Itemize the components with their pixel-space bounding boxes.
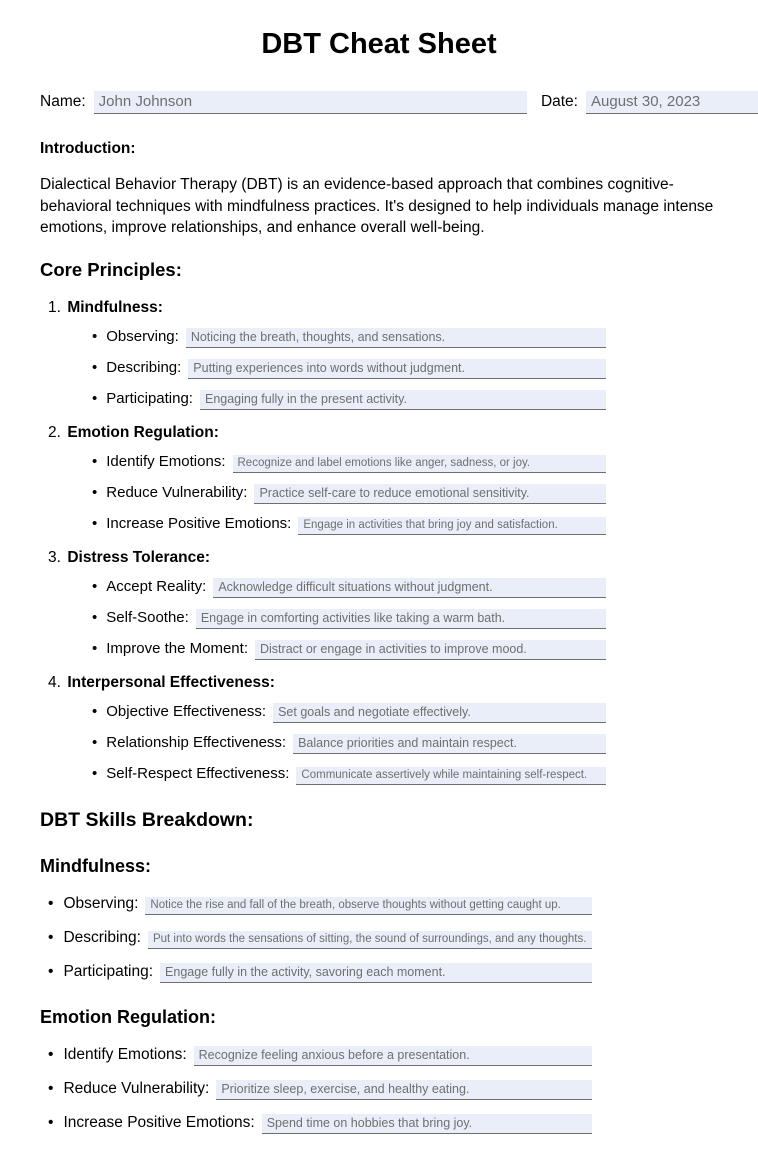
principle-title: Emotion Regulation: — [67, 424, 219, 442]
principle-item-emotion-regulation — [40, 424, 718, 535]
principle-item-distress-tolerance — [40, 549, 718, 660]
skill-label: • Accept Reality: — [106, 578, 207, 596]
skill-answer-input[interactable] — [196, 609, 606, 629]
skill-label: • Observing: — [63, 895, 139, 913]
skill-answer-input[interactable] — [273, 703, 606, 723]
principle-title-row — [40, 299, 718, 317]
skill-answer-input[interactable] — [145, 897, 592, 915]
introduction-heading: Introduction: — [40, 140, 136, 157]
principle-number: 3. — [48, 549, 61, 567]
skill-label: • Reduce Vulnerability: — [63, 1080, 210, 1098]
date-label: Date: — [540, 93, 578, 110]
principle-sublist — [40, 578, 606, 660]
principle-title-row — [40, 674, 718, 692]
skill-label: • Objective Effectiveness: — [106, 703, 267, 721]
skills-section-heading-emotion-regulation: Emotion Regulation: — [40, 1007, 216, 1028]
introduction-paragraph: Dialectical Behavior Therapy (DBT) is an evidence-based approach that combines cognitive-behavioral techniques with mindfulness practices. It's designed to help individuals manage intense emotions, improve relationships, and enhance overall well-being. — [40, 176, 714, 237]
skills-list-emotion-regulation — [40, 1046, 592, 1134]
skill-label: • Describing: — [106, 359, 182, 377]
principle-title: Mindfulness: — [67, 299, 163, 317]
name-label: Name: — [40, 93, 86, 110]
skill-answer-input[interactable] — [293, 734, 606, 754]
skill-row — [48, 895, 592, 915]
skill-answer-input[interactable] — [298, 517, 606, 535]
skill-label: • Improve the Moment: — [106, 640, 248, 658]
skill-row — [92, 640, 606, 660]
skill-label: • Participating: — [106, 390, 193, 408]
principle-number: 1. — [48, 299, 61, 317]
skill-row — [92, 484, 606, 504]
skill-answer-input[interactable] — [255, 640, 606, 660]
core-principles-heading: Core Principles: — [40, 259, 182, 281]
principle-sublist — [40, 328, 606, 410]
skill-row — [92, 453, 606, 473]
skill-row — [92, 359, 606, 379]
principle-item-mindfulness — [40, 299, 718, 410]
skill-label: • Increase Positive Emotions: — [106, 515, 292, 533]
skill-row — [92, 765, 606, 785]
skill-row — [92, 328, 606, 348]
skills-section-heading-mindfulness: Mindfulness: — [40, 856, 151, 877]
principle-item-interpersonal-effectiveness — [40, 674, 718, 785]
skill-answer-input[interactable] — [200, 390, 606, 410]
skill-answer-input[interactable] — [188, 359, 606, 379]
skill-row — [48, 1080, 592, 1100]
skill-answer-input[interactable] — [296, 767, 606, 785]
skill-answer-input[interactable] — [194, 1046, 592, 1066]
skill-row — [92, 734, 606, 754]
skill-row — [48, 1114, 592, 1134]
page-title: DBT Cheat Sheet — [261, 28, 497, 60]
skill-label: • Identify Emotions: — [106, 453, 226, 471]
skill-label: • Increase Positive Emotions: — [63, 1114, 255, 1132]
skill-row — [92, 703, 606, 723]
principle-title: Distress Tolerance: — [67, 549, 211, 567]
skill-answer-input[interactable] — [262, 1114, 592, 1134]
principle-title-row — [40, 424, 718, 442]
skill-label: • Self-Soothe: — [106, 609, 189, 627]
principle-title-row — [40, 549, 718, 567]
principle-number: 2. — [48, 424, 61, 442]
skill-row — [48, 963, 592, 983]
skill-label: • Participating: — [63, 963, 154, 981]
skill-answer-input[interactable] — [148, 931, 592, 949]
skill-label: • Describing: — [63, 929, 141, 947]
skills-list-mindfulness — [40, 895, 592, 983]
principle-sublist — [40, 453, 606, 535]
skill-answer-input[interactable] — [216, 1080, 592, 1100]
skill-row — [92, 515, 606, 535]
skill-row — [92, 609, 606, 629]
skill-row — [92, 390, 606, 410]
name-input[interactable] — [94, 91, 527, 114]
skill-answer-input[interactable] — [213, 578, 606, 598]
date-input[interactable] — [586, 91, 758, 114]
skill-answer-input[interactable] — [233, 455, 607, 473]
skill-label: • Identify Emotions: — [63, 1046, 187, 1064]
principle-sublist — [40, 703, 606, 785]
skill-label: • Relationship Effectiveness: — [106, 734, 287, 752]
name-date-row — [40, 91, 758, 114]
principle-number: 4. — [48, 674, 61, 692]
skills-breakdown-heading: DBT Skills Breakdown: — [40, 809, 254, 832]
skill-answer-input[interactable] — [254, 484, 606, 504]
skill-row — [48, 1046, 592, 1066]
skill-answer-input[interactable] — [186, 328, 606, 348]
skill-label: • Reduce Vulnerability: — [106, 484, 248, 502]
skill-label: • Self-Respect Effectiveness: — [106, 765, 290, 783]
principle-title: Interpersonal Effectiveness: — [67, 674, 275, 692]
skill-row — [92, 578, 606, 598]
skill-answer-input[interactable] — [160, 963, 592, 983]
skill-label: • Observing: — [106, 328, 179, 346]
skill-row — [48, 929, 592, 949]
